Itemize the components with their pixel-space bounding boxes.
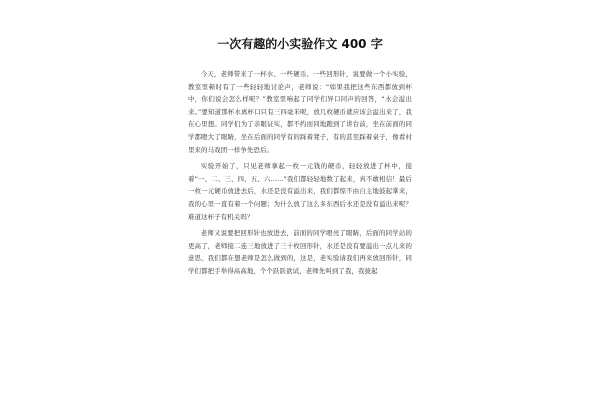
paragraph: 实验开始了，只见老师拿起一枚一元钱的硬币，轻轻放进了杯中，接着“一、二、三、四、五、六……”我们都轻轻地数了起来，真不敢相信！最后一枚一元硬币放进去后，水还是没有溢出来，我们都惊不由自主地鼓起掌来，我的心里一直有着一个问题；为什么放了这么多东西后水还是没有溢出来呢？难道这杯子有机关吗？ [188,162,412,221]
paragraph: 今天，老师带来了一杯水、一些硬币、一些回形针，说要做一个小实验，教室里顿时有了一些轻轻地讨论声，老师说：“如果我把这些东西都放到杯中，你们说会怎么样呢？”教室里响起了同学们异口同声的回答，“水会溢出来。”要知道那杯水离杯口只有三四毫米呢，放几枚硬币就应该会溢出来了，我在心里想。同学们为了亲眼证实，都不约而同地跑到了讲台前，坐在前面的同学都瞪大了眼睛，坐在后面的同学有的踩着凳子，有的甚至踩着桌子，像看村里来的马戏团一样争先恐后。 [188,70,412,154]
document-title: 一次有趣的小实验作文 400 字 [217,37,383,51]
document-body [188,68,412,282]
paragraph: 老师又说要把回形针也放进去，前面的同学瞪亮了眼睛，后面的同学站的更高了，老师接二连三地放进了三十枚回形针，水还是没有要溢出一点儿来的意思，我们都在想老师是怎么做到的，这是，老实验请我们再来放回形针，同学们都把手举得高高地，个个跃跃欲试，老师先叫到了我，我拢起 [188,229,412,275]
